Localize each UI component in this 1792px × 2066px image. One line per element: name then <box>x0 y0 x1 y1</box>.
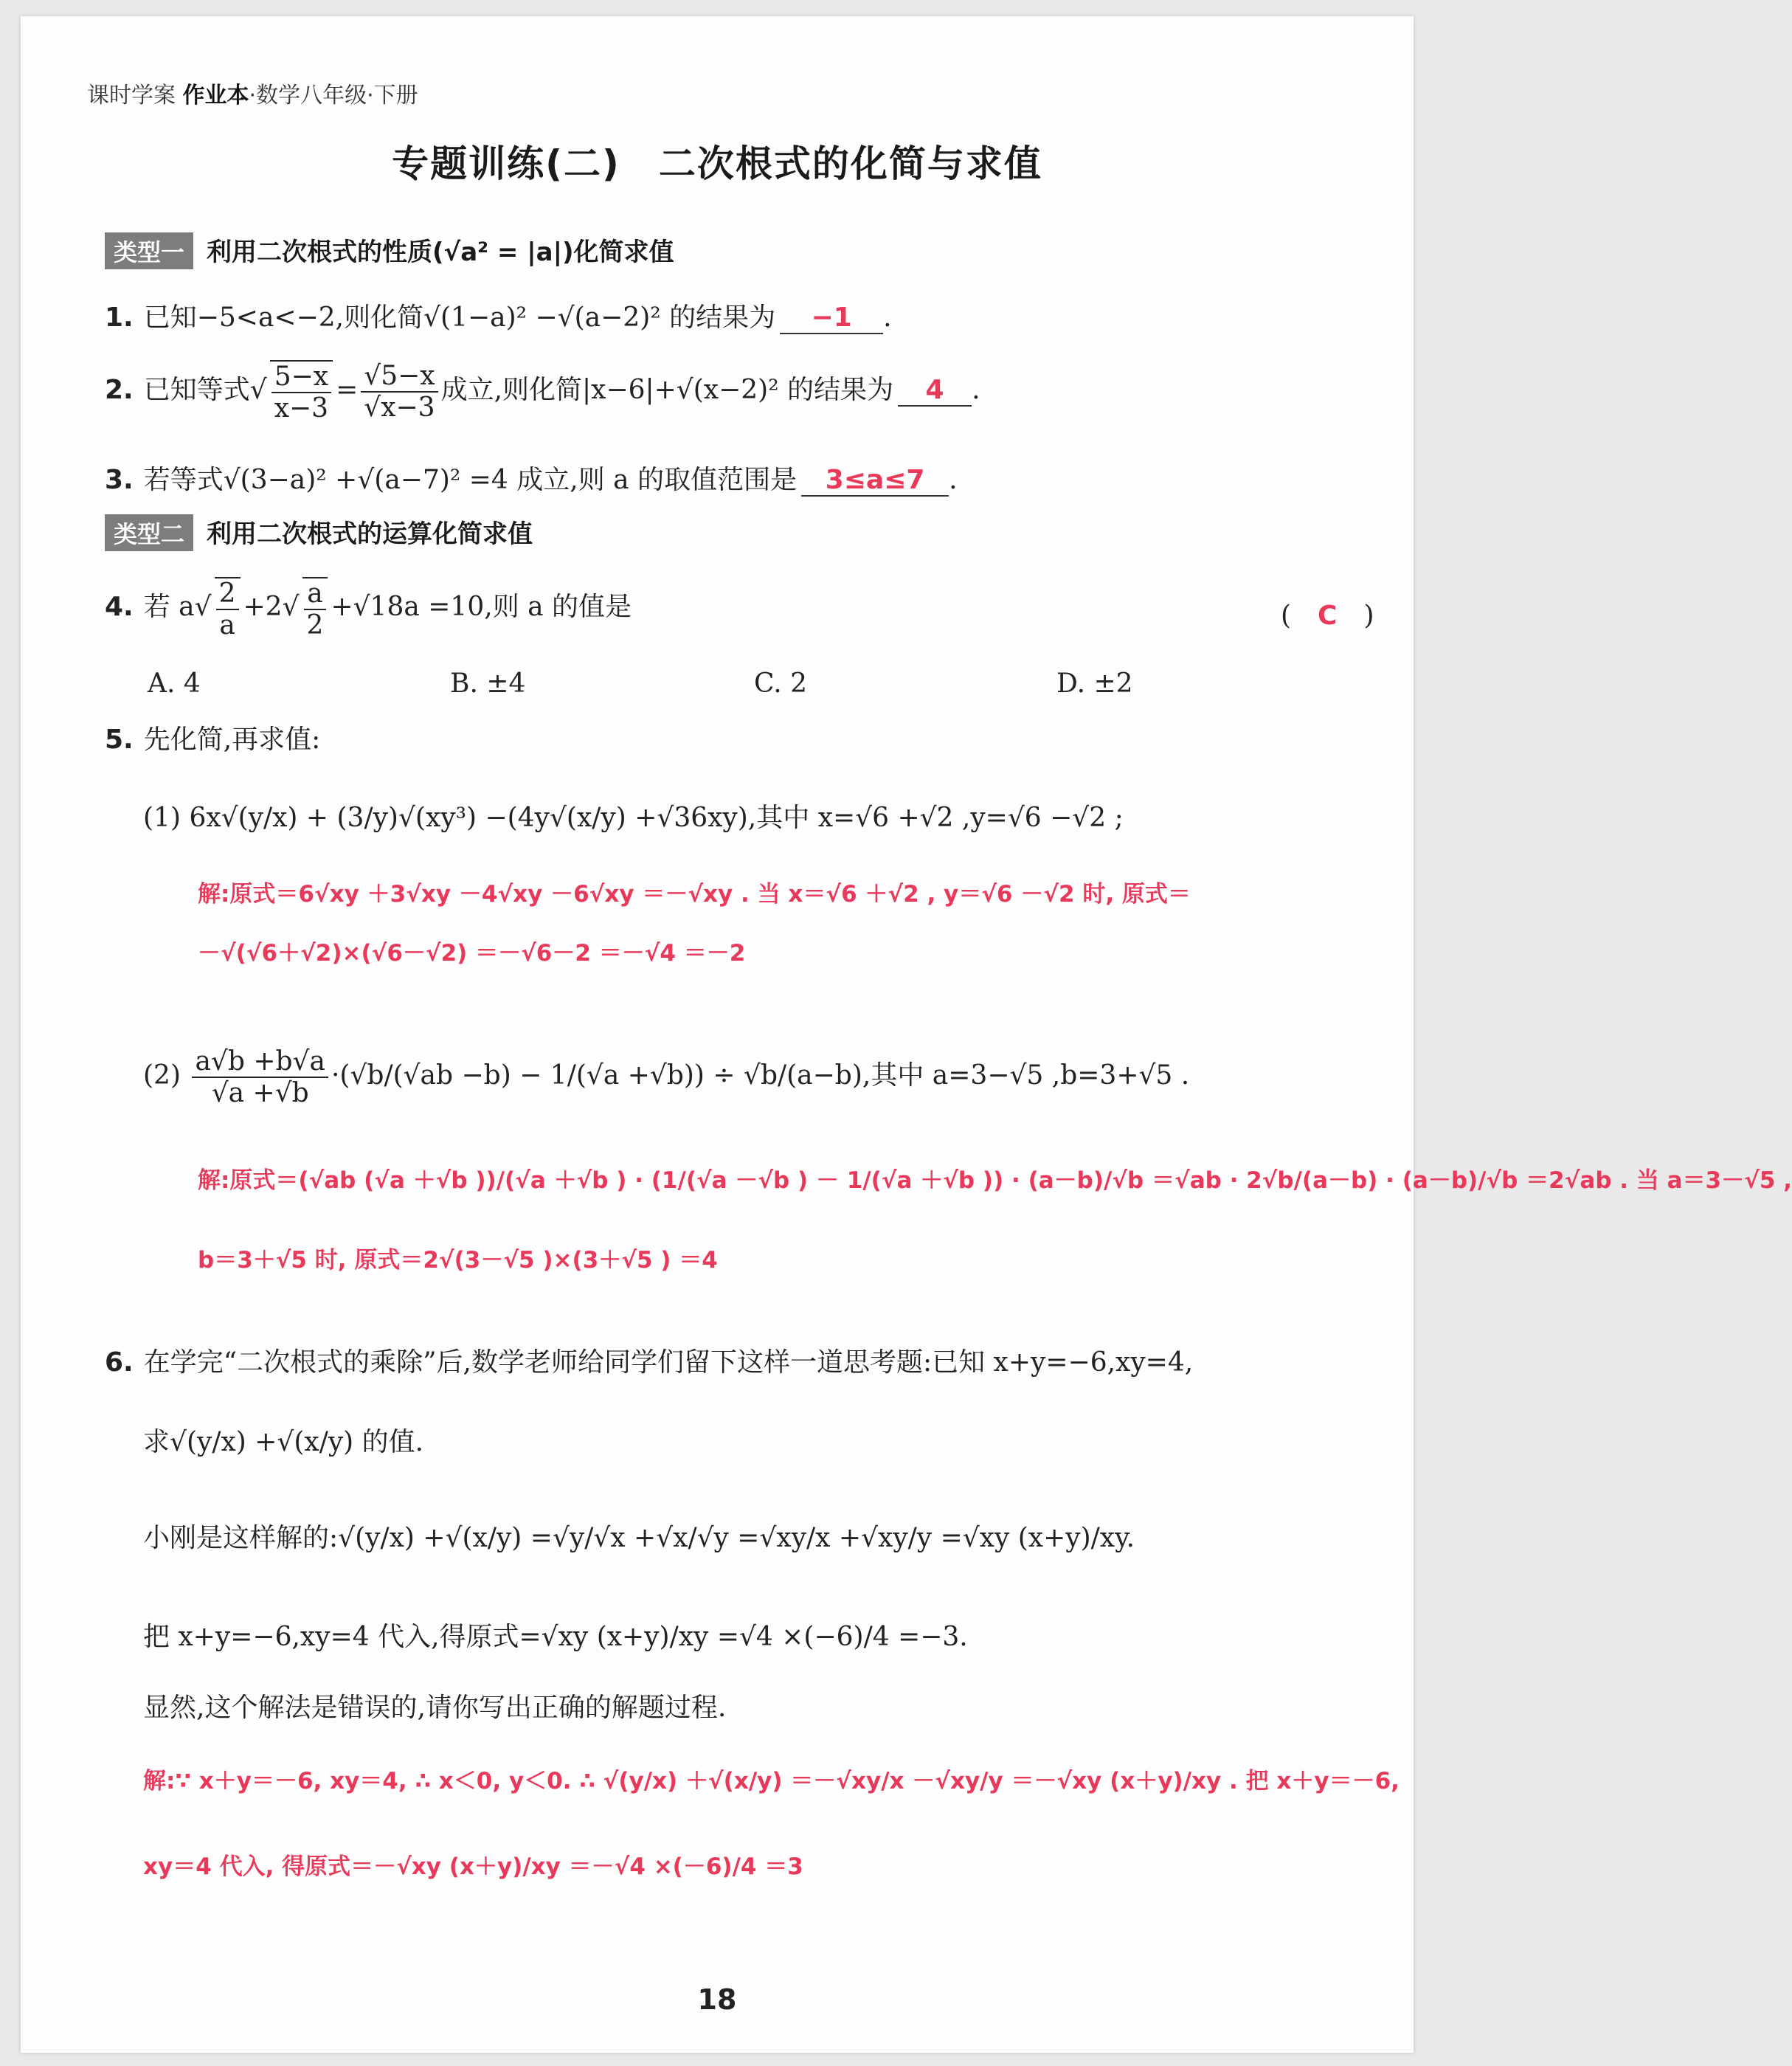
section-1-heading <box>105 232 674 269</box>
choice-a: A. 4 <box>148 668 201 699</box>
question-4-fraction-1 <box>215 577 241 640</box>
question-2-number: 2. <box>105 375 134 405</box>
question-5-number: 5. <box>105 725 134 755</box>
question-6-solution-line-1: 解:∵ x＋y＝－6, xy＝4, ∴ x＜0, y＜0. ∴ √(y/x) ＋√(x/y) ＝－√xy/x －√xy/y ＝－√xy (x＋y)/xy . 把 x＋y＝－6, <box>143 1768 1400 1794</box>
question-5-part-1 <box>143 797 1124 835</box>
question-3-text: 若等式√(3−a)² +√(a−7)² =4 成立,则 a 的取值范围是 <box>143 465 798 495</box>
question-1-number: 1. <box>105 303 134 333</box>
choice-d: D. ±2 <box>1056 668 1133 699</box>
fraction-1-numerator: 5−x <box>271 362 331 393</box>
question-4-fraction-2 <box>302 577 328 640</box>
question-2-fraction-1 <box>270 360 333 424</box>
question-1-text: 已知−5<a<−2,则化简√(1−a)² −√(a−2)² 的结果为 <box>143 303 776 333</box>
choice-b: B. ±4 <box>450 668 526 699</box>
question-6 <box>105 1341 1193 1379</box>
fraction-2-denominator: √x−3 <box>364 393 435 423</box>
question-4-answer: C <box>1318 601 1338 631</box>
question-2-fraction-2 <box>361 361 437 423</box>
question-2: 2. 已知等式√ $\frac{5-x}{x-3}$ = $\frac{√5-x}{√x-3}$ 成立,则化简|x−6|+√(x−2)² 的结果为 4 . <box>105 361 980 424</box>
part-2-solution-line-1: 解:原式＝(√ab (√a ＋√b ))/(√a ＋√b ) · (1/(√a －√b ) － 1/(√a ＋√b )) · (a－b)/√b ＝√ab · 2√b/(a－b) · (a－b)/√b ＝2√ab . 当 a＝3－√5 , <box>198 1167 1792 1194</box>
q4-f1-denominator: a <box>219 610 235 640</box>
question-3: 3. 若等式√(3−a)² +√(a−7)² =4 成立,则 a 的取值范围是 3≤a≤7 . <box>105 465 958 495</box>
question-5-part-2 <box>143 1046 1189 1108</box>
q4-f2-numerator: a <box>304 578 327 610</box>
running-header <box>87 77 418 109</box>
question-3-answer: 3≤a≤7 <box>801 465 949 497</box>
part-2-solution-line-2: b＝3＋√5 时, 原式＝2√(3－√5 )×(3＋√5 ) ＝4 <box>198 1247 718 1274</box>
question-1-answer: −1 <box>780 303 883 334</box>
choice-c: C. 2 <box>754 668 808 699</box>
header-subject: ·数学八年级·下册 <box>249 83 418 108</box>
section-2-tag: 类型二 <box>105 514 193 551</box>
section-1-tag: 类型一 <box>105 232 193 269</box>
section-2-heading <box>105 514 533 551</box>
part-1-solution-line-1: 解:原式＝6√xy ＋3√xy －4√xy －6√xy ＝－√xy . 当 x＝√6 ＋√2 , y＝√6 －√2 时, 原式＝ <box>198 881 1191 908</box>
fraction-1-denominator: x−3 <box>274 393 329 424</box>
part-1-expression: 6x√(y/x) + (3/y)√(xy³) −(4y√(x/y) +√36xy),其中 x=√6 +√2 ,y=√6 −√2 ; <box>189 803 1124 833</box>
question-4-text-b: +2 <box>243 592 283 622</box>
question-4-number: 4. <box>105 592 134 622</box>
q4-f1-numerator: 2 <box>216 578 239 610</box>
section-2-text: 利用二次根式的运算化简求值 <box>207 519 533 549</box>
question-6-line-1: 在学完“二次根式的乘除”后,数学老师给同学们留下这样一道思考题:已知 x+y=−6,xy=4, <box>143 1347 1194 1378</box>
question-2-text-a: 已知等式 <box>143 375 250 405</box>
header-book: 作业本 <box>182 83 249 108</box>
question-6-line-4: 把 x+y=−6,xy=4 代入,得原式=√xy (x+y)/xy =√4 ×(−6)/4 =−3. <box>143 1622 968 1652</box>
question-4-answer-bracket: ( C ) <box>1281 601 1374 631</box>
part-2-label: (2) <box>143 1060 181 1091</box>
p2-left-denominator: √a +√b <box>211 1078 309 1108</box>
question-5-text: 先化简,再求值: <box>143 725 321 755</box>
q4-f2-denominator: 2 <box>306 610 324 640</box>
question-1: 1. 已知−5<a<−2,则化简√(1−a)² −√(a−2)² 的结果为 −1 . <box>105 303 892 333</box>
part-2-left-fraction <box>192 1046 328 1108</box>
part-2-expression-rest: ·(√b/(√ab −b) − 1/(√a +√b)) ÷ √b/(a−b),其中 a=3−√5 ,b=3+√5 . <box>331 1060 1190 1091</box>
p2-left-numerator: a√b +b√a <box>192 1046 328 1078</box>
page-title: 专题训练(二) 二次根式的化简与求值 <box>392 142 1042 185</box>
part-1-label: (1) <box>143 803 181 833</box>
question-2-answer: 4 <box>898 375 972 407</box>
question-4-text-a: 若 a <box>143 592 195 622</box>
question-6-line-5: 显然,这个解法是错误的,请你写出正确的解题过程. <box>143 1693 727 1723</box>
question-6-solution-line-2: xy＝4 代入, 得原式＝－√xy (x＋y)/xy ＝－√4 ×(－6)/4 ＝3 <box>143 1853 803 1880</box>
question-6-line-2: 求√(y/x) +√(x/y) 的值. <box>143 1427 424 1457</box>
part-1-solution-line-2: －√(√6＋√2)×(√6－√2) ＝－√6－2 ＝－√4 ＝－2 <box>198 940 746 967</box>
question-6-line-3: 小刚是这样解的:√(y/x) +√(x/y) =√y/√x +√x/√y =√xy/x +√xy/y =√xy (x+y)/xy. <box>143 1523 1135 1553</box>
question-2-text-b: 成立,则化简|x−6|+√(x−2)² 的结果为 <box>440 375 894 405</box>
question-5 <box>105 719 320 756</box>
fraction-2-numerator: √5−x <box>361 361 437 393</box>
page-number: 18 <box>697 1983 737 2016</box>
question-4-text-c: +√18a =10,则 a 的值是 <box>331 592 632 622</box>
header-series: 课时学案 <box>87 83 176 108</box>
question-4: 4. 若 a√ $\frac{2}{a}$ +2√ $\frac{a}{2}$ +√18a =10,则 a 的值是 <box>105 578 632 640</box>
question-6-number: 6. <box>105 1347 134 1378</box>
question-3-number: 3. <box>105 465 134 495</box>
section-1-text: 利用二次根式的性质(√a² = |a|)化简求值 <box>207 238 674 267</box>
